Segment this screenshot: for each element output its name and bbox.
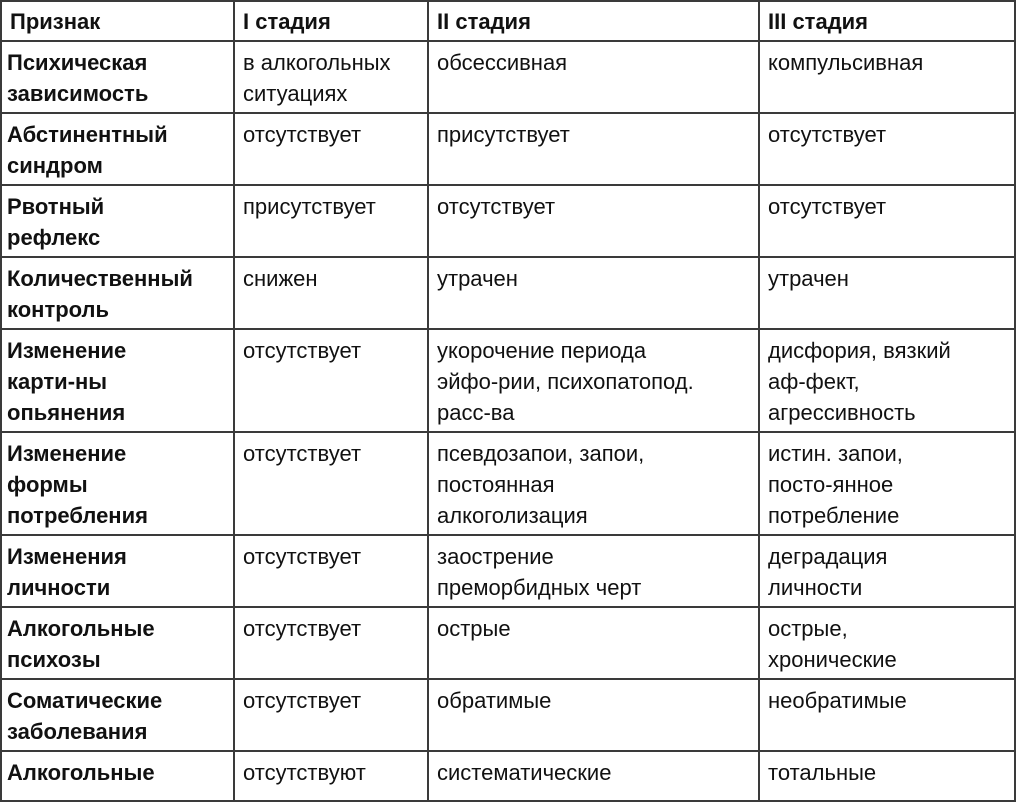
feature-cell: Количественный контроль bbox=[1, 257, 234, 329]
stage-1-cell: отсутствует bbox=[234, 113, 428, 185]
table-row bbox=[1, 679, 1015, 751]
stage-2-cell: обратимые bbox=[428, 679, 759, 751]
header-stage-2: II стадия bbox=[428, 1, 759, 41]
table-row bbox=[1, 113, 1015, 185]
table-row bbox=[1, 535, 1015, 607]
feature-cell: Алкогольные bbox=[1, 751, 234, 801]
stage-1-cell: отсутствует bbox=[234, 679, 428, 751]
stage-3-cell: дисфория, вязкий аф-фект, агрессивность bbox=[759, 329, 1015, 432]
table-row bbox=[1, 329, 1015, 432]
stage-2-cell: присутствует bbox=[428, 113, 759, 185]
stage-3-cell: отсутствует bbox=[759, 185, 1015, 257]
table-row bbox=[1, 41, 1015, 113]
stage-1-cell: в алкогольных ситуациях bbox=[234, 41, 428, 113]
stage-2-cell: укорочение периода эйфо-рии, психопатопод. расс-ва bbox=[428, 329, 759, 432]
feature-cell: Рвотный рефлекс bbox=[1, 185, 234, 257]
stage-3-cell: тотальные bbox=[759, 751, 1015, 801]
stage-3-cell: деградация личности bbox=[759, 535, 1015, 607]
stage-1-cell: отсутствует bbox=[234, 607, 428, 679]
feature-cell: Изменения личности bbox=[1, 535, 234, 607]
feature-cell: Алкогольные психозы bbox=[1, 607, 234, 679]
stage-1-cell: отсутствует bbox=[234, 535, 428, 607]
stage-1-cell: отсутствуют bbox=[234, 751, 428, 801]
stage-3-cell: утрачен bbox=[759, 257, 1015, 329]
stage-2-cell: обсессивная bbox=[428, 41, 759, 113]
stage-3-cell: острые, хронические bbox=[759, 607, 1015, 679]
stage-2-cell: отсутствует bbox=[428, 185, 759, 257]
stage-2-cell: острые bbox=[428, 607, 759, 679]
feature-cell: Абстинентный синдром bbox=[1, 113, 234, 185]
stage-1-cell: отсутствует bbox=[234, 432, 428, 535]
stage-3-cell: истин. запои, посто-янное потребление bbox=[759, 432, 1015, 535]
stage-2-cell: утрачен bbox=[428, 257, 759, 329]
header-row bbox=[1, 1, 1015, 41]
table-row bbox=[1, 185, 1015, 257]
header-stage-1: I стадия bbox=[234, 1, 428, 41]
feature-cell: Изменение формы потребления bbox=[1, 432, 234, 535]
stage-1-cell: отсутствует bbox=[234, 329, 428, 432]
stage-3-cell: компульсивная bbox=[759, 41, 1015, 113]
stage-1-cell: снижен bbox=[234, 257, 428, 329]
stage-2-cell: заострение преморбидных черт bbox=[428, 535, 759, 607]
table-row bbox=[1, 751, 1015, 801]
stage-2-cell: псевдозапои, запои, постоянная алкоголизация bbox=[428, 432, 759, 535]
feature-cell: Психическая зависимость bbox=[1, 41, 234, 113]
header-stage-3: III стадия bbox=[759, 1, 1015, 41]
table-row bbox=[1, 432, 1015, 535]
feature-cell: Соматические заболевания bbox=[1, 679, 234, 751]
stage-1-cell: присутствует bbox=[234, 185, 428, 257]
table-row bbox=[1, 607, 1015, 679]
table-row bbox=[1, 257, 1015, 329]
stage-2-cell: систематические bbox=[428, 751, 759, 801]
feature-cell: Изменение карти-ны опьянения bbox=[1, 329, 234, 432]
stage-3-cell: отсутствует bbox=[759, 113, 1015, 185]
header-feature: Признак bbox=[1, 1, 234, 41]
stage-3-cell: необратимые bbox=[759, 679, 1015, 751]
